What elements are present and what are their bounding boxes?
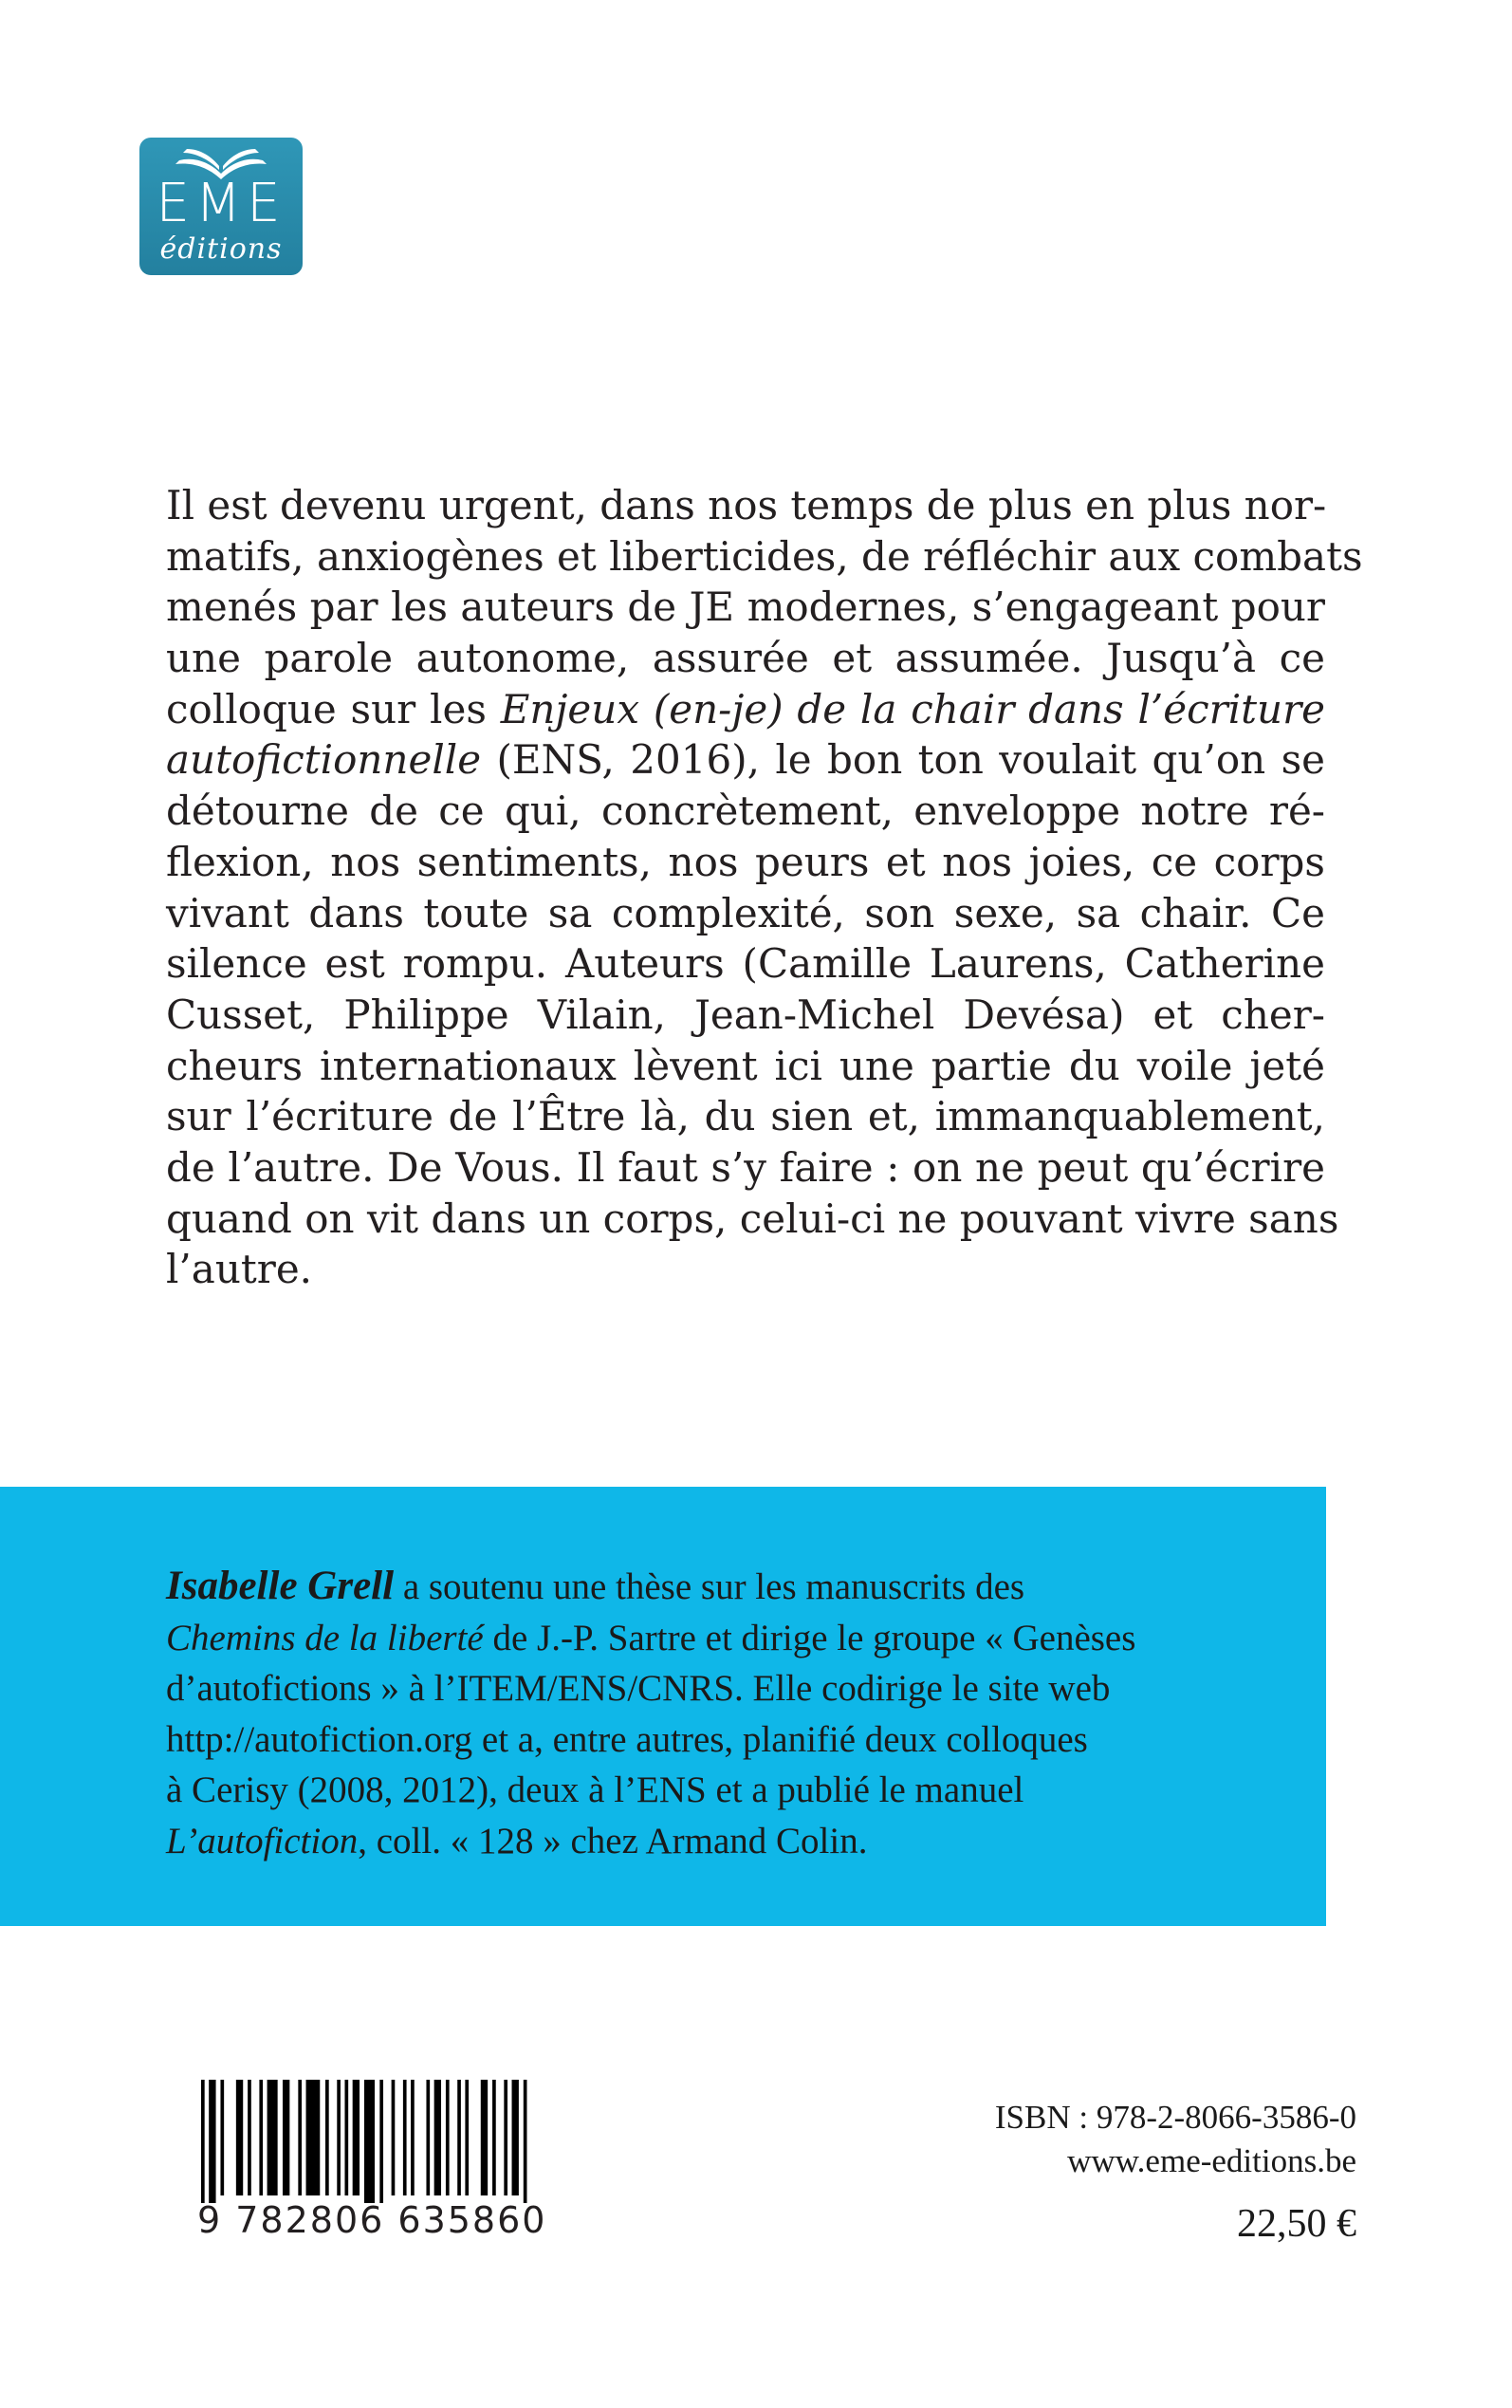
blurb-line [166, 1142, 1325, 1194]
blurb-line [166, 938, 1325, 990]
author-name: Isabelle Grell [166, 1564, 395, 1608]
blurb-line [166, 990, 1325, 1041]
isbn-number: ISBN : 978-2-8066-3586-0 [994, 2099, 1356, 2136]
italic-title: L’autofiction [166, 1820, 359, 1862]
barcode-bar [492, 2080, 496, 2195]
barcode-bar [298, 2080, 302, 2195]
blurb-text: quand on vit dans un corps, celui-ci ne pouvant vivre sans [166, 1195, 1339, 1242]
blurb-text: (ENS, 2016), le bon ton voulait qu’on se [481, 736, 1325, 784]
barcode-bar [379, 2080, 383, 2203]
author-bio-box [0, 1487, 1326, 1926]
barcode-bar [411, 2080, 415, 2195]
blurb-line [166, 888, 1325, 939]
barcode-bar [353, 2080, 360, 2195]
barcode-bars [201, 2080, 531, 2203]
bio-line [166, 1613, 1209, 1664]
blurb-line [166, 531, 1363, 583]
blurb-text: cheurs internationaux lèvent ici une partie du voile jeté [166, 1042, 1325, 1089]
publisher-logo [139, 138, 303, 275]
barcode-bar [364, 2080, 375, 2203]
italic-title: Enjeux (en-je) de la chair dans l’écriture [500, 685, 1326, 732]
italic-title: Chemins de la liberté [166, 1617, 484, 1658]
barcode-bar [325, 2080, 329, 2195]
blurb-line [166, 1041, 1325, 1092]
blurb-line [166, 480, 1325, 531]
bio-line [166, 1765, 1209, 1816]
blurb-line [166, 734, 1325, 786]
blurb-line [166, 1091, 1325, 1142]
blurb-text: sur l’écriture de l’Être là, du sien et, immanquablement, [166, 1093, 1325, 1140]
barcode-bar [283, 2080, 289, 2195]
blurb-text: Il est devenu urgent, dans nos temps de plus en plus nor- [166, 482, 1327, 528]
barcode-bar [306, 2080, 321, 2195]
barcode-bar [236, 2080, 243, 2195]
author-bio-text [166, 1561, 1209, 1867]
blurb-line [166, 582, 1325, 633]
barcode-bar [465, 2080, 469, 2195]
barcode-digits: 9 782806 635860 [197, 2199, 547, 2241]
barcode-bar [220, 2080, 224, 2195]
barcode-bar [201, 2080, 205, 2203]
barcode-bar [209, 2080, 215, 2203]
logo-eme: EME [156, 173, 286, 234]
blurb-text: une parole autonome, assurée et assumée. Jusqu’à ce [166, 635, 1325, 682]
barcode-bar [481, 2080, 488, 2195]
blurb-line [166, 633, 1325, 684]
barcode-bar [248, 2080, 251, 2195]
barcode-bar [446, 2080, 450, 2195]
blurb-line [166, 1244, 1325, 1295]
bio-text: , coll. « 128 » chez Armand Colin. [358, 1820, 868, 1862]
blurb-line [166, 684, 1325, 735]
barcode-bar [504, 2080, 507, 2195]
barcode-bar [434, 2080, 441, 2195]
blurb-text: Cusset, Philippe Vilain, Jean-Michel Devésa) et cher- [166, 991, 1325, 1038]
publisher-website[interactable]: www.eme-editions.be [1067, 2142, 1356, 2179]
barcode-bar [392, 2080, 396, 2195]
blurb-text: menés par les auteurs de JE modernes, s’engageant pour [166, 583, 1325, 631]
blurb-line [166, 1194, 1339, 1245]
blurb-text: flexion, nos sentiments, nos peurs et nos joies, ce corps [166, 838, 1325, 885]
barcode-bar [267, 2080, 278, 2195]
bio-line [166, 1816, 1209, 1867]
barcode-bar [344, 2080, 348, 2195]
blurb-text: matifs, anxiogènes et liberticides, de réfléchir aux combats [166, 532, 1363, 580]
barcode-bar [426, 2080, 430, 2195]
barcode-bar [259, 2080, 263, 2195]
blurb-text: colloque sur les [166, 685, 501, 732]
bio-line [166, 1663, 1209, 1714]
bio-line [166, 1561, 1209, 1613]
italic-title: autofictionnelle [166, 736, 482, 784]
barcode-bar [457, 2080, 461, 2195]
blurb-text: détourne de ce qui, concrètement, enveloppe notre ré- [166, 787, 1325, 835]
logo-editions: éditions [159, 232, 283, 266]
blurb-text: de l’autre. De Vous. Il faut s’y faire : on ne peut qu’écrire [166, 1143, 1325, 1191]
bio-text: de J.-P. Sartre et dirige le groupe « Genèses [483, 1617, 1136, 1658]
blurb-text: vivant dans toute sa complexité, son sexe, sa chair. Ce [166, 889, 1325, 936]
blurb-text: silence est rompu. Auteurs (Camille Laurens, Catherine [166, 940, 1325, 988]
blurb-line [166, 786, 1325, 837]
back-cover-blurb [166, 480, 1363, 1295]
bio-text: à Cerisy (2008, 2012), deux à l’ENS et a publié le manuel [166, 1769, 1024, 1811]
bio-line [166, 1714, 1209, 1766]
blurb-text: l’autre. [166, 1246, 313, 1293]
barcode-bar [524, 2080, 527, 2203]
bio-text: http://autofiction.org et a, entre autres, planifié deux colloques [166, 1718, 1088, 1760]
bio-text: a soutenu une thèse sur les manuscrits des [394, 1566, 1025, 1607]
barcode-bar [337, 2080, 341, 2195]
blurb-line [166, 837, 1325, 888]
barcode-bar [512, 2080, 519, 2195]
bio-text: d’autofictions » à l’ITEM/ENS/CNRS. Elle codirige le site web [166, 1668, 1111, 1710]
barcode-bar [403, 2080, 407, 2195]
price: 22,50 € [1237, 2202, 1356, 2246]
